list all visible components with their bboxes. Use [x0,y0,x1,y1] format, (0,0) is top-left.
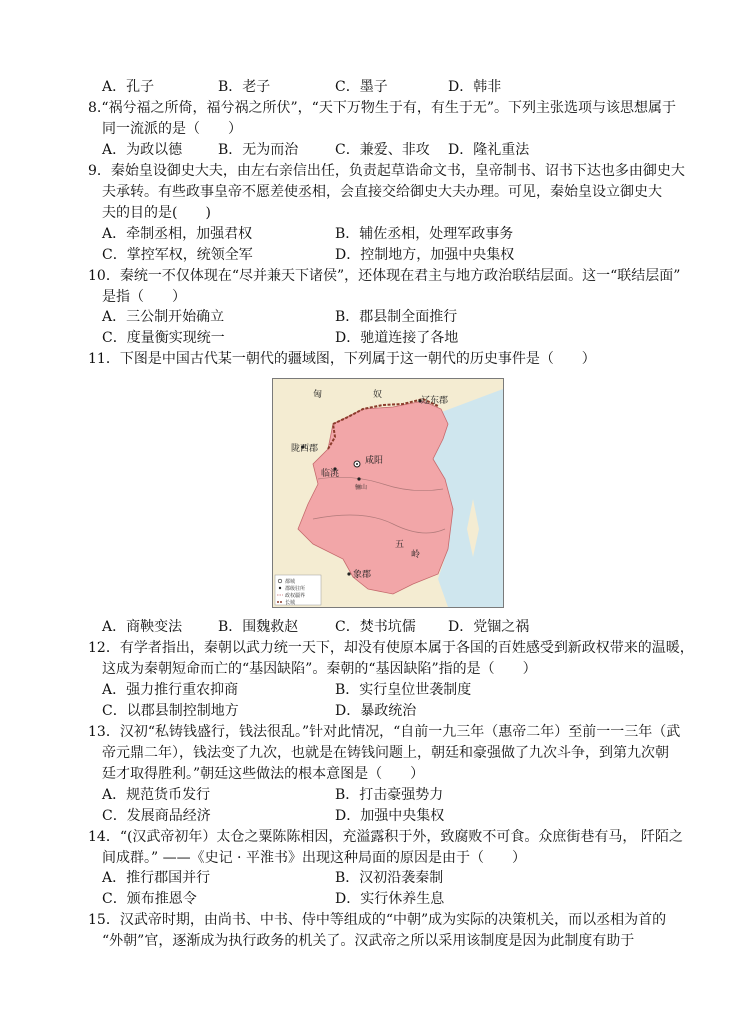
legend-capital: 都城 [285,579,296,585]
q13-option-b: B．打击豪强势力 [335,787,444,803]
q13-option-a: A．规范货币发行 [102,787,211,803]
q12-option-b: B．实行皇位世袭制度 [335,682,472,698]
q9-option-d: D．控制地方，加强中央集权 [335,247,515,263]
xiangjun-marker [347,572,350,575]
q13-option-d: D．加强中央集权 [335,808,445,824]
q11-stem-line1: 11．下图是中国古代某一朝代的疆域图，下列属于这一朝代的历史事件是（ ） [88,351,596,367]
map-label-xianyang: 咸阳 [365,456,384,466]
q9-option-a: A．牵制丞相，加强君权 [102,226,253,242]
q9-option-b: B．辅佐丞相，处理军政事务 [335,226,514,242]
q13-stem-line1: 13．汉初“私铸钱盛行，钱法很乱。”针对此情况，“自前一九三年（惠帝二年）至前一一三年（武 [88,724,681,740]
q8-stem-line1: 8.“祸兮福之所倚，福兮祸之所伏”，“天下万物生于有，有生于无”。下列主张选项与该思想属于 [88,100,676,116]
q12-stem-line2: 这成为秦朝短命而亡的“基因缺陷”。秦朝的“基因缺陷”指的是（ ） [102,661,537,677]
q8-option-c: C．兼爱、非攻 [335,142,430,158]
legend-capital-icon [278,579,282,583]
q12-option-a: A．强力推行重农抑商 [102,682,239,698]
map-label-xiangjun: 象郡 [353,570,372,580]
q14-stem-line1: 14．“(汉武帝初年）太仓之粟陈陈相因，充溢露积于外，致腐败不可食。众庶街巷有马， 阡陌之 [88,829,683,845]
q12-option-c: C．以郡县制控制地方 [102,703,239,719]
q9-stem-line2: 夫承转。有些政事皇帝不愿差使丞相，会直接交给御史大夫办理。可见，秦始皇设立御史大 [102,184,662,200]
q9-option-c: C．掌控军权，统领全军 [102,247,253,263]
q8-option-b: B．无为而治 [218,142,299,158]
q11-option-d: D．党锢之祸 [448,619,530,635]
q14-option-d: D．实行休养生息 [335,891,445,907]
map-legend [275,575,321,606]
q10-stem-line1: 10．秦统一不仅体现在“尽并兼天下诸侯”，还体现在君主与地方政治联结层面。这一“联结层面” [88,268,681,284]
q8-option-d: D．隆礼重法 [448,142,530,158]
q11-option-c: C．焚书坑儒 [335,619,416,635]
map-label-lintao: 临洮 [321,469,340,479]
q14-option-b: B．汉初沿袭秦制 [335,870,444,886]
map-label-nu: 奴 [373,390,383,400]
q15-stem-line1: 15．汉武帝时期，由尚书、中书、侍中等组成的“中朝”成为实际的决策机关，而以丞相为首的 [88,912,667,928]
legend-seat: 郡级驻所 [285,586,306,592]
q10-option-d: D．驰道连接了各地 [335,330,459,346]
map-label-lishan: 骊山 [355,484,368,491]
map-label-xiong: 匈 [313,390,323,400]
q8-stem-line2: 同一流派的是（ ） [102,121,242,137]
q11-option-a: A．商鞅变法 [102,619,183,635]
q8-option-a: A．为政以德 [102,142,183,158]
q10-option-b: B．郡县制全面推行 [335,309,458,325]
q14-option-a: A．推行郡国并行 [102,870,211,886]
q9-stem-line3: 夫的目的是( ) [102,205,211,221]
legend-wall: 长城 [285,600,296,606]
capital-marker-dot [356,463,358,465]
legend-border: 政权疆界 [285,593,306,599]
q7-option-c: C．墨子 [335,79,388,95]
q14-option-c: C．颁布推恩令 [102,891,197,907]
legend-seat-icon [279,587,281,589]
q7-option-b: B．老子 [218,79,271,95]
map-label-ling: 岭 [411,550,421,560]
map-label-longxi: 陇西郡 [291,444,319,454]
q10-option-a: A．三公制开始确立 [102,309,225,325]
q10-stem-line2: 是指（ ） [102,289,186,305]
map-label-wu: 五 [395,540,405,550]
qin-territory-map [272,378,504,608]
lishan-marker [357,477,360,480]
q12-stem-line1: 12．有学者指出，秦朝以武力统一天下，却没有使原本属于各国的百姓感受到新政权带来的温暖， [88,640,694,656]
q13-stem-line2: 帝元鼎二年），钱法变了九次，也就是在铸钱问题上，朝廷和豪强做了九次斗争，到第九次朝 [102,745,669,761]
q7-option-a: A．孔子 [102,79,155,95]
q15-stem-line2: “外朝”官，逐渐成为执行政务的机关了。汉武帝之所以采用该制度是因为此制度有助于 [102,933,635,949]
q13-stem-line3: 廷才取得胜利。”朝廷这些做法的根本意图是（ ） [102,766,425,782]
q14-stem-line2: 间成群。” ——《史记 · 平淮书》出现这种局面的原因是由于（ ） [102,850,526,866]
q11-option-b: B．围魏救赵 [218,619,299,635]
q7-option-d: D．韩非 [448,79,502,95]
q9-stem-line1: 9．秦始皇设御史大夫，由左右亲信出任，负责起草诰命文书，皇帝制书、诏书下达也多由御史大 [88,163,685,179]
map-svg [273,379,503,607]
q12-option-d: D．暴政统治 [335,703,417,719]
map-label-liaodong: 辽东郡 [421,396,449,406]
q10-option-c: C．度量衡实现统一 [102,330,225,346]
q13-option-c: C．发展商品经济 [102,808,211,824]
